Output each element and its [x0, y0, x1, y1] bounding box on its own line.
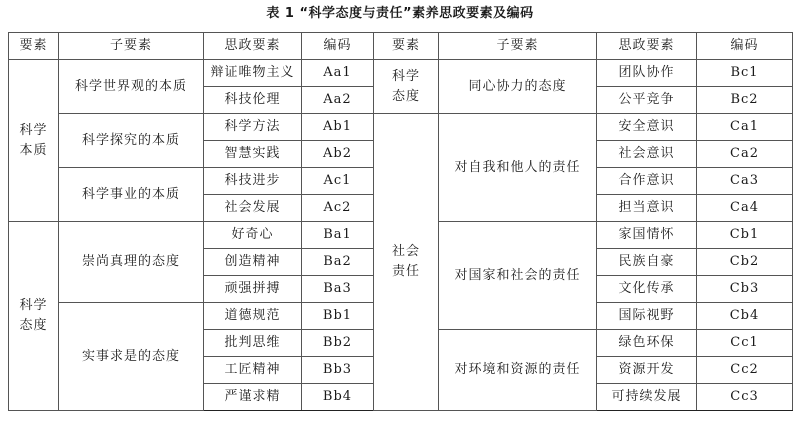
left-ideo-element-cell: 严谨求精	[204, 384, 302, 411]
header-element-right: 要素	[374, 33, 439, 60]
right-sub-element-cell: 对自我和他人的责任	[439, 114, 597, 222]
left-code-cell: Ac1	[302, 168, 374, 195]
left-element-cell	[9, 222, 59, 411]
right-ideo-element-cell: 安全意识	[597, 114, 697, 141]
header-sub-element-left: 子要素	[59, 33, 204, 60]
left-sub-element-cell: 崇尚真理的态度	[59, 222, 204, 303]
right-element-cell	[374, 114, 439, 411]
right-ideo-element-cell: 合作意识	[597, 168, 697, 195]
left-ideo-element-cell: 智慧实践	[204, 141, 302, 168]
left-ideo-element-cell: 创造精神	[204, 249, 302, 276]
left-ideo-element-cell: 辩证唯物主义	[204, 60, 302, 87]
right-ideo-element-cell: 可持续发展	[597, 384, 697, 411]
right-ideo-element-cell: 社会意识	[597, 141, 697, 168]
right-code-cell: Cc2	[697, 357, 793, 384]
left-element-cell-label: 科学本质	[19, 122, 48, 158]
left-ideo-element-cell: 科技伦理	[204, 87, 302, 114]
right-ideo-element-cell: 绿色环保	[597, 330, 697, 357]
table-caption: 表 1 “科学态度与责任”素养思政要素及编码	[266, 6, 534, 21]
right-code-cell: Cc3	[697, 384, 793, 411]
left-code-cell: Aa2	[302, 87, 374, 114]
right-code-cell: Ca3	[697, 168, 793, 195]
right-sub-element-cell: 同心协力的态度	[439, 60, 597, 114]
left-code-cell: Bb3	[302, 357, 374, 384]
left-code-cell: Ba2	[302, 249, 374, 276]
right-code-cell: Cc1	[697, 330, 793, 357]
left-element-cell	[9, 60, 59, 222]
right-code-cell: Cb1	[697, 222, 793, 249]
table-body	[9, 60, 793, 411]
left-ideo-element-cell: 科学方法	[204, 114, 302, 141]
left-code-cell: Ba3	[302, 276, 374, 303]
right-code-cell: Ca1	[697, 114, 793, 141]
elements-table	[8, 32, 793, 411]
right-code-cell: Cb2	[697, 249, 793, 276]
right-code-cell: Ca4	[697, 195, 793, 222]
left-code-cell: Bb1	[302, 303, 374, 330]
right-code-cell: Bc1	[697, 60, 793, 87]
left-ideo-element-cell: 顽强拼搏	[204, 276, 302, 303]
right-code-cell: Bc2	[697, 87, 793, 114]
left-code-cell: Ac2	[302, 195, 374, 222]
right-ideo-element-cell: 国际视野	[597, 303, 697, 330]
left-code-cell: Bb2	[302, 330, 374, 357]
right-code-cell: Ca2	[697, 141, 793, 168]
left-code-cell: Ab2	[302, 141, 374, 168]
left-ideo-element-cell: 科技进步	[204, 168, 302, 195]
header-element-left: 要素	[9, 33, 59, 60]
right-code-cell: Cb3	[697, 276, 793, 303]
left-sub-element-cell: 科学探究的本质	[59, 114, 204, 168]
left-code-cell: Ab1	[302, 114, 374, 141]
left-ideo-element-cell: 社会发展	[204, 195, 302, 222]
right-ideo-element-cell: 担当意识	[597, 195, 697, 222]
right-ideo-element-cell: 团队协作	[597, 60, 697, 87]
table-row	[9, 114, 793, 141]
left-sub-element-cell: 科学事业的本质	[59, 168, 204, 222]
right-ideo-element-cell: 民族自豪	[597, 249, 697, 276]
header-sub-element-right: 子要素	[439, 33, 597, 60]
right-ideo-element-cell: 公平竞争	[597, 87, 697, 114]
left-code-cell: Ba1	[302, 222, 374, 249]
left-ideo-element-cell: 工匠精神	[204, 357, 302, 384]
left-ideo-element-cell: 道德规范	[204, 303, 302, 330]
left-sub-element-cell: 科学世界观的本质	[59, 60, 204, 114]
right-element-cell-label: 科学态度	[391, 68, 420, 104]
header-ideo-element-left: 思政要素	[204, 33, 302, 60]
right-element-cell	[374, 60, 439, 114]
right-element-cell-label: 社会责任	[391, 244, 420, 279]
header-code-left: 编码	[302, 33, 374, 60]
left-element-cell-label: 科学态度	[19, 298, 48, 333]
left-ideo-element-cell: 批判思维	[204, 330, 302, 357]
left-ideo-element-cell: 好奇心	[204, 222, 302, 249]
left-code-cell: Aa1	[302, 60, 374, 87]
header-row	[9, 33, 793, 60]
right-sub-element-cell: 对国家和社会的责任	[439, 222, 597, 330]
header-ideo-element-right: 思政要素	[597, 33, 697, 60]
table-row	[9, 60, 793, 87]
right-ideo-element-cell: 家国情怀	[597, 222, 697, 249]
left-code-cell: Bb4	[302, 384, 374, 411]
header-code-right: 编码	[697, 33, 793, 60]
right-code-cell: Cb4	[697, 303, 793, 330]
left-sub-element-cell: 实事求是的态度	[59, 303, 204, 411]
right-sub-element-cell: 对环境和资源的责任	[439, 330, 597, 411]
right-ideo-element-cell: 文化传承	[597, 276, 697, 303]
right-ideo-element-cell: 资源开发	[597, 357, 697, 384]
